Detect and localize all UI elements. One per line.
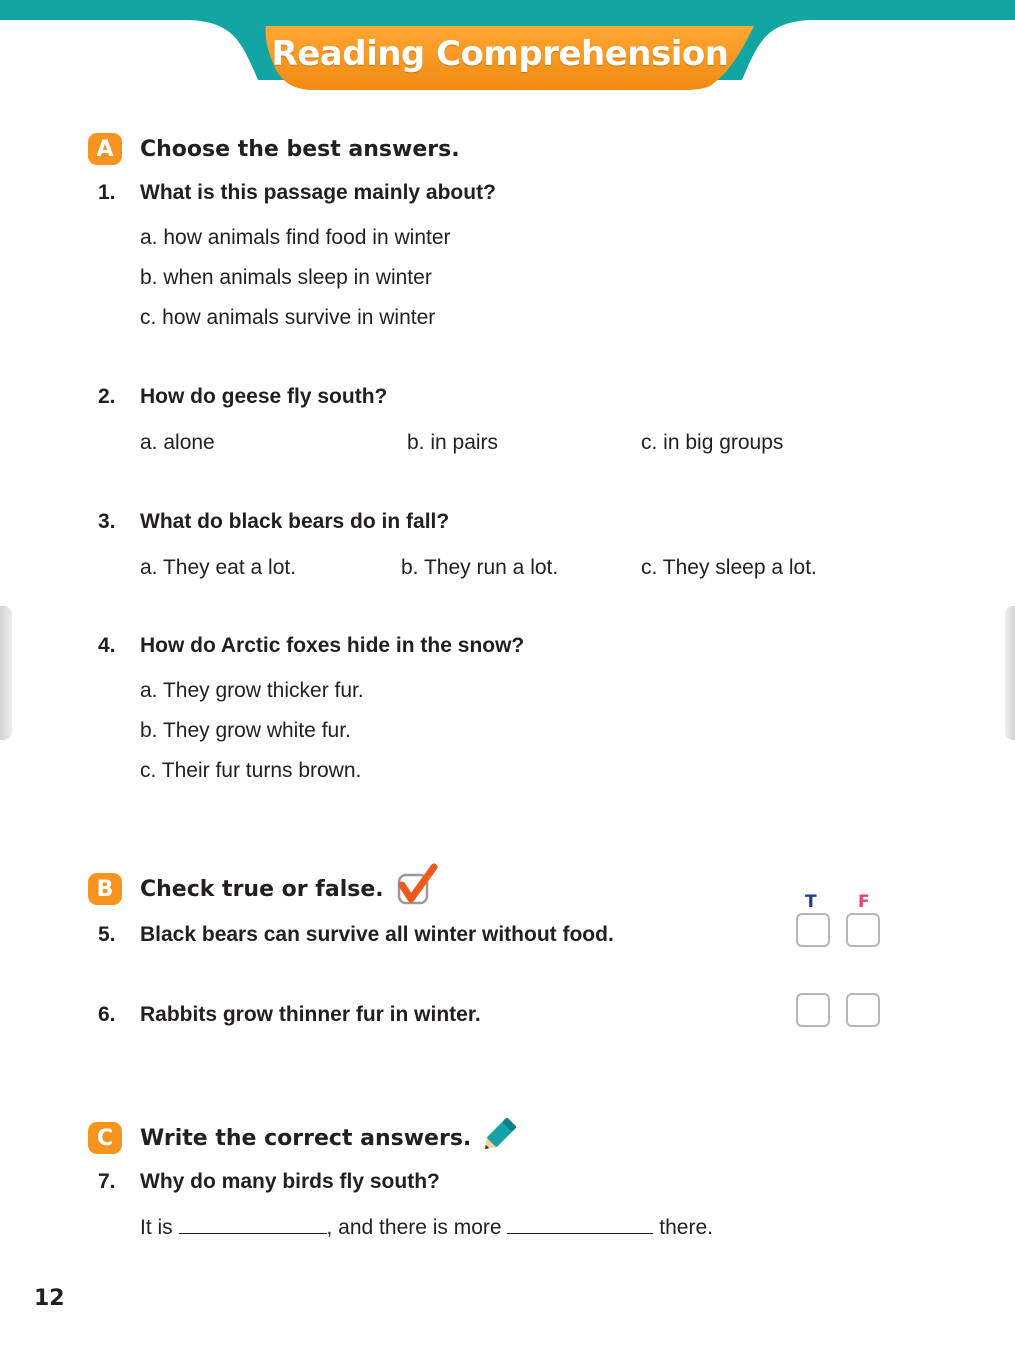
question-5-false-checkbox[interactable] — [846, 913, 880, 947]
pencil-icon — [481, 1111, 523, 1153]
answer-part-3: there. — [659, 1216, 713, 1239]
answer-blank-2[interactable] — [507, 1213, 653, 1234]
right-page-tab — [1005, 606, 1015, 740]
section-c-header — [88, 1122, 523, 1154]
question-7-answer-sentence — [140, 1213, 713, 1240]
question-2-text: How do geese fly south? — [140, 385, 388, 408]
question-6-false-checkbox[interactable] — [846, 993, 880, 1027]
question-4-text: How do Arctic foxes hide in the snow? — [140, 634, 525, 657]
section-c-title: Write the correct answers. — [140, 1125, 472, 1151]
question-3-option-c[interactable]: c. They sleep a lot. — [641, 556, 817, 579]
question-4-number: 4. — [98, 634, 116, 657]
left-page-tab — [0, 606, 12, 740]
question-5-number: 5. — [98, 923, 116, 946]
question-4-option-b[interactable]: b. They grow white fur. — [140, 719, 351, 742]
checkmark-icon — [396, 863, 440, 907]
section-b-header — [88, 871, 440, 907]
question-4-option-a[interactable]: a. They grow thicker fur. — [140, 679, 364, 702]
question-7-number: 7. — [98, 1170, 116, 1193]
section-a-header — [88, 133, 460, 165]
question-4-option-c[interactable]: c. Their fur turns brown. — [140, 759, 362, 782]
page-title: Reading Comprehension — [271, 34, 729, 74]
section-a-title: Choose the best answers. — [140, 136, 460, 162]
question-5-true-checkbox[interactable] — [796, 913, 830, 947]
section-b-badge: B — [88, 873, 122, 905]
question-3-option-a[interactable]: a. They eat a lot. — [140, 556, 297, 579]
question-1-option-a[interactable]: a. how animals find food in winter — [140, 226, 451, 249]
question-7-text: Why do many birds fly south? — [140, 1170, 440, 1193]
question-5-text: Black bears can survive all winter without food. — [140, 923, 614, 946]
question-3-option-b[interactable]: b. They run a lot. — [401, 556, 559, 579]
question-2-number: 2. — [98, 385, 116, 408]
question-1-text: What is this passage mainly about? — [140, 181, 496, 204]
question-6-true-checkbox[interactable] — [796, 993, 830, 1027]
answer-part-1: It is — [140, 1216, 173, 1239]
answer-part-2: , and there is more — [326, 1216, 502, 1239]
true-column-label: T — [805, 892, 817, 912]
question-1-option-b[interactable]: b. when animals sleep in winter — [140, 266, 432, 289]
question-6-number: 6. — [98, 1003, 116, 1026]
question-3-text: What do black bears do in fall? — [140, 510, 450, 533]
question-1-option-c[interactable]: c. how animals survive in winter — [140, 306, 436, 329]
question-6-text: Rabbits grow thinner fur in winter. — [140, 1003, 481, 1026]
section-b-title: Check true or false. — [140, 876, 384, 902]
question-2-option-c[interactable]: c. in big groups — [641, 431, 784, 454]
question-1-number: 1. — [98, 181, 116, 204]
page-number: 12 — [34, 1286, 65, 1311]
section-a-badge: A — [88, 133, 122, 165]
question-3-number: 3. — [98, 510, 116, 533]
section-c-badge: C — [88, 1122, 122, 1154]
question-2-option-a[interactable]: a. alone — [140, 431, 215, 454]
question-2-option-b[interactable]: b. in pairs — [407, 431, 499, 454]
answer-blank-1[interactable] — [179, 1213, 327, 1234]
false-column-label: F — [858, 892, 870, 912]
